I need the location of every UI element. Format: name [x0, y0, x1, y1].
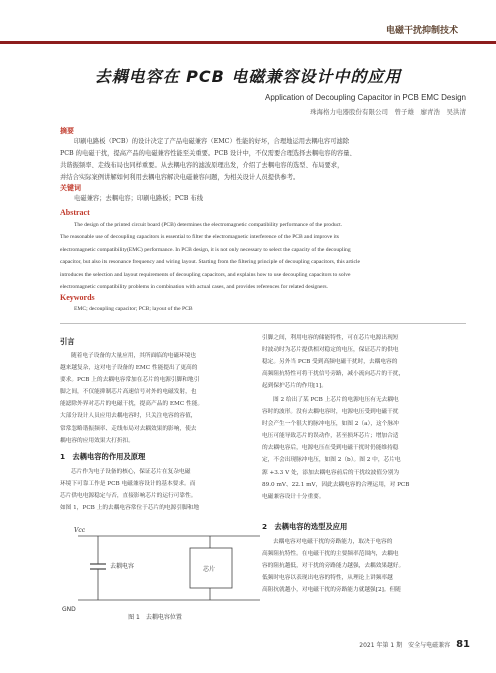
keywords-cn-text: 电磁兼容；去耦电容；印刷电路板；PCB 布线	[74, 195, 204, 202]
section2-heading: 2 去耦电容的选型及应用	[262, 522, 348, 531]
section1-line: 芯片供电电源稳定与否，直接影响芯片的运行可靠性。	[60, 493, 197, 500]
intro-line: 要求。PCB 上的去耦电容常加在芯片的电源引脚和地引	[60, 377, 200, 384]
gnd-label: GND	[62, 606, 76, 612]
abstract-en-body	[60, 219, 472, 293]
body-line: 图 2 给出了某 PCB 上芯片的电源电压有无去耦电	[273, 397, 399, 403]
intro-line: 能滤除外界对芯片的电磁干扰，提高产品的 EMC 性能。	[60, 401, 204, 408]
body-line: 容时的波形。没有去耦电容时，电源电压受到电磁干扰	[262, 409, 399, 416]
intro-heading: 引言	[60, 337, 75, 346]
abstract-en-heading: Abstract	[60, 208, 90, 217]
body-line: 定，不会出现脉冲电压，如图 2（b）。图 2 中，芯片电	[262, 457, 401, 464]
intro-line: 常常忽略谐振频率、走线布局对去耦效果的影响，使去	[60, 425, 197, 432]
page-number: 81	[456, 639, 470, 650]
abstract-cn-heading: 摘要	[60, 127, 74, 135]
figure-1-caption: 图 1 去耦电容位置	[128, 614, 182, 621]
intro-body	[60, 350, 260, 447]
intro-line: 耦电容的应用效果大打折扣。	[60, 437, 134, 444]
intro-line: 随着电子设备的大量应用，其所面临的电磁环境也	[71, 353, 197, 359]
section2-body	[262, 536, 470, 596]
section1-line: 环境下可靠工作是 PCB 电磁兼容设计的基本要求。而	[60, 481, 196, 488]
vcc-label: Vcc	[74, 527, 86, 534]
section2-line: 去耦电容对电磁干扰的旁路能力，取决于电容的	[273, 539, 393, 545]
right-para-1	[262, 332, 470, 392]
abstract-cn-line: 印刷电路板（PCB）的设计决定了产品电磁兼容（EMC）性能的好坏，合理地运用去耦电容可滤除	[74, 138, 350, 145]
intro-line: 越来越复杂，这对电子设备的 EMC 性能提出了更高的	[60, 365, 198, 372]
section2-line: 高阻抗就越小，对电磁干扰的旁路能力就越强[2]。但随	[262, 587, 401, 594]
body-line: 源 +3.3 V 处，添加去耦电容前后的干扰纹波值分别为	[262, 469, 400, 476]
page-footer	[359, 639, 470, 650]
abstract-en-line: electromagnetic compatibility problems in combination with actual cases, and provides references for related designers.	[60, 284, 328, 291]
right-para-2	[262, 394, 470, 503]
figure-1-diagram	[60, 520, 260, 612]
keywords-en-heading: Keywords	[60, 293, 95, 302]
body-line: 起到保护芯片的作用[1]。	[262, 383, 327, 390]
keywords-en-text: EMC; decoupling capacitor; PCB; layout of the PCB	[74, 306, 193, 312]
chip-label: 芯片	[203, 566, 216, 573]
intro-line: 大部分设计人员应用去耦电容时，只关注电容的容值，	[60, 413, 197, 420]
body-line: 电磁兼容设计十分重要。	[262, 493, 325, 500]
issue-info: 2021 年第 1 期 安全与电磁兼容	[359, 642, 451, 649]
section2-line: 低频时电容以表现出电容的特性，从理论上讲频率越	[262, 575, 393, 582]
section1-body	[60, 466, 260, 514]
article-title: 去耦电容在 PCB 电磁兼容设计中的应用	[94, 67, 402, 86]
intro-line: 脚之间，不仅能抑制芯片高速信号对外的电磁发射，也	[60, 389, 197, 396]
section2-line: 高频阻抗特性。在电磁干扰的主要频率范围内，去耦电	[262, 551, 399, 558]
section1-line: 芯片作为电子设备的核心，保证芯片在复杂电磁	[71, 469, 191, 475]
abstract-cn-line: 并结合实际案例讲解如何利用去耦电容解决电磁兼容问题，为相关设计人员提供参考。	[60, 174, 300, 181]
section-divider	[60, 323, 466, 324]
body-line: 时波动时为芯片提供相对稳定的电压，保证芯片的供电	[262, 347, 399, 354]
keywords-cn-heading: 关键词	[60, 184, 81, 192]
body-line: 稳定。另外当 PCB 受到高频电磁干扰时，去耦电容的	[262, 359, 398, 366]
body-line: 高频阻抗特性可将干扰信号旁路，减小流向芯片的干扰，	[262, 371, 405, 378]
section2-line: 容的阻抗越低，对干扰的旁路能力越强，去耦效果越好。	[262, 563, 405, 570]
section1-heading: 1 去耦电容的作用及原理	[60, 452, 146, 461]
body-line: 引脚之间，利用电容的储能特性，可在芯片电源出现短	[262, 335, 399, 341]
top-rule	[0, 41, 496, 44]
abstract-cn-body	[60, 136, 470, 184]
decoupling-cap-label: 去耦电容	[110, 563, 135, 570]
article-title-en: Application of Decoupling Capacitor in PCB EMC Design	[265, 93, 466, 102]
body-line: 的去耦电容后，电源电压在受到电磁干扰时仍能维持稳	[262, 445, 399, 452]
abstract-en-line: electromagnetic compatibility(EMC) performance. In PCB design, it is not only necessary to select the capacity of the decoupling	[60, 246, 351, 253]
abstract-cn-line: PCB 的电磁干扰，提高产品的电磁兼容性能至关重要。PCB 设计中，不仅需要合理选择去耦电容的容量、	[60, 150, 356, 157]
authors: 珠海格力电器股份有限公司 曾子雄 廖青浩 吴洪清	[310, 108, 466, 116]
abstract-en-line: The reasonable use of decoupling capacitors is essential to filter the electromagnetic interference of the PCB and improve its	[60, 234, 339, 241]
section-tag: 电磁干扰抑制技术	[386, 26, 459, 36]
section1-line: 如图 1，PCB 上的去耦电容常位于芯片的电源引脚和地	[60, 505, 200, 512]
abstract-en-line: introduces the selection and layout requirements of decoupling capacitors, and explains how to use decoupling capacitors to solve	[60, 271, 351, 278]
abstract-en-line: capacitor, but also its resonance frequency and wiring layout. Starting from the filtering principle of decoupling capacitors, this article	[60, 259, 361, 266]
body-line: 电压可能导致芯片的误动作，甚至损坏芯片；增加合适	[262, 433, 399, 440]
abstract-cn-line: 共谐振频率、走线布局也同样重要。从去耦电容的滤波原理出发，介绍了去耦电容的选型、布局要求，	[60, 162, 344, 169]
body-line: 时会产生一个很大的脉冲电压，如图 2（a），这个脉冲	[262, 421, 399, 428]
body-line: 89.0 mV、22.1 mV，因此去耦电容的合理运用，对 PCB	[262, 481, 410, 488]
abstract-en-line: The design of the printed circuit board (PCB) determines the electromagnetic compatibility performance of the product.	[74, 222, 343, 228]
